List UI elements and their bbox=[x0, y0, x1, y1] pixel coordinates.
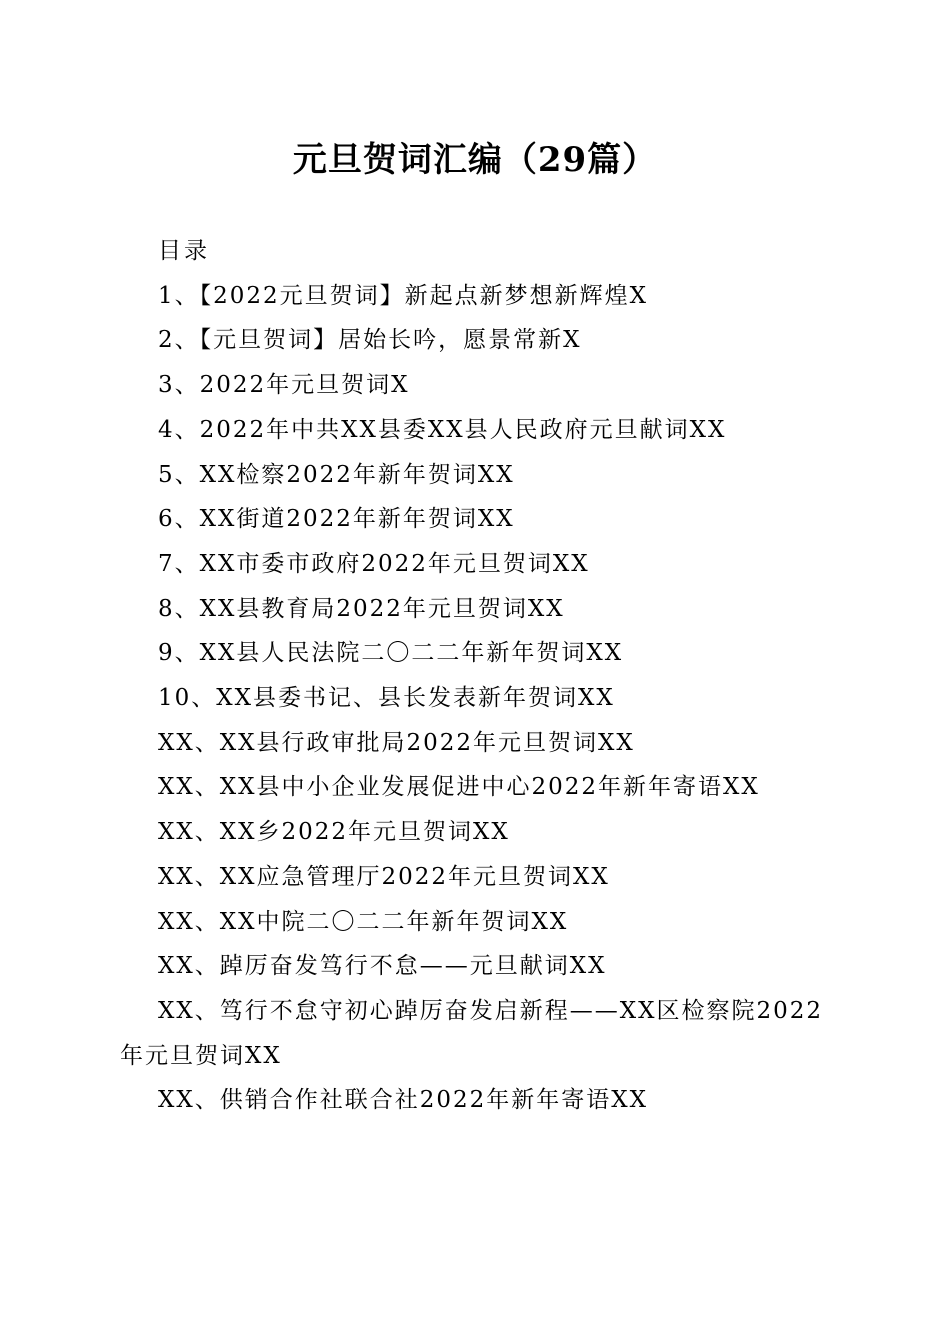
toc-item: XX、笃行不怠守初心踔厉奋发启新程——XX区检察院2022年元旦贺词XX bbox=[120, 997, 824, 1069]
toc-item: XX、供销合作社联合社2022年新年寄语XX bbox=[158, 1087, 649, 1114]
toc-item: XX、XX中院二〇二二年新年贺词XX bbox=[158, 908, 569, 935]
toc-item: XX、踔厉奋发笃行不怠——元旦献词XX bbox=[158, 953, 607, 980]
toc-item: 5、XX检察2022年新年贺词XX bbox=[158, 461, 515, 488]
toc-item: XX、XX县中小企业发展促进中心2022年新年寄语XX bbox=[158, 774, 760, 801]
toc-item: 7、XX市委市政府2022年元旦贺词XX bbox=[158, 550, 590, 577]
toc-item: XX、XX县行政审批局2022年元旦贺词XX bbox=[158, 729, 635, 756]
toc-item: 2、【元旦贺词】居始长吟，愿景常新X bbox=[158, 327, 582, 354]
toc-item: 10、XX县委书记、县长发表新年贺词XX bbox=[158, 685, 615, 712]
toc-item: 6、XX街道2022年新年贺词XX bbox=[158, 506, 515, 533]
toc-item: XX、XX乡2022年元旦贺词XX bbox=[158, 819, 510, 846]
toc-heading: 目录 bbox=[158, 238, 210, 264]
toc-item: 3、2022年元旦贺词X bbox=[158, 372, 410, 399]
toc-item: 8、XX县教育局2022年元旦贺词XX bbox=[158, 595, 565, 622]
document-title: 元旦贺词汇编（29篇） bbox=[292, 140, 658, 180]
toc-item: 4、2022年中共XX县委XX县人民政府元旦献词XX bbox=[158, 416, 727, 443]
toc-item: 1、【2022元旦贺词】新起点新梦想新辉煌X bbox=[158, 282, 649, 309]
table-of-contents bbox=[120, 229, 832, 1123]
toc-item: XX、XX应急管理厅2022年元旦贺词XX bbox=[158, 863, 610, 890]
toc-item: 9、XX县人民法院二〇二二年新年贺词XX bbox=[158, 640, 624, 667]
